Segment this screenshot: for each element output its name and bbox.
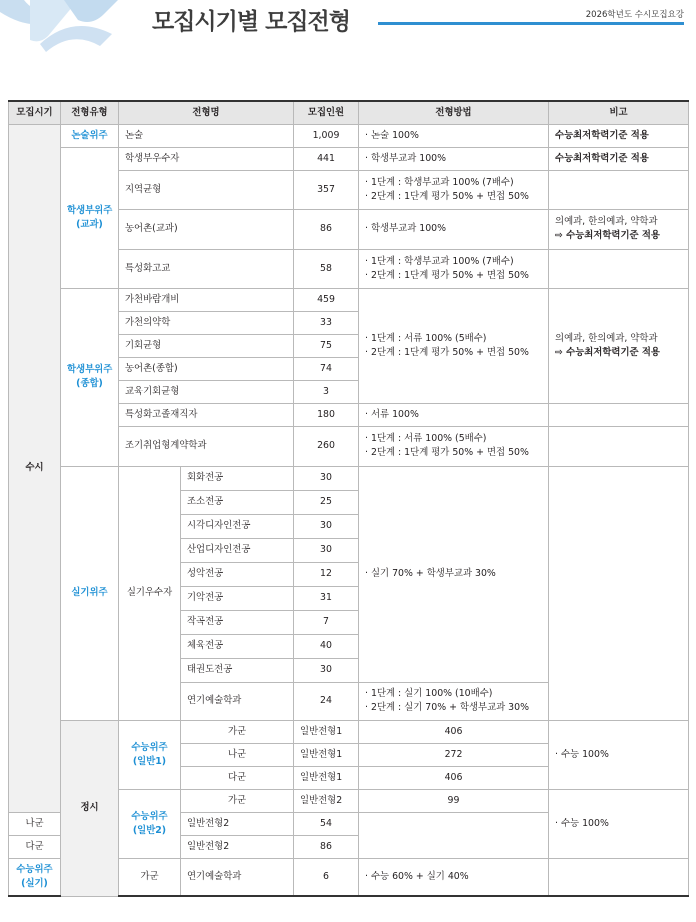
row-count: 25 [294, 490, 359, 514]
row-count: 180 [294, 403, 359, 426]
row-name: 조기취업형계약학과 [119, 426, 294, 466]
table-row [9, 720, 689, 743]
col-header-note: 비고 [549, 101, 689, 124]
row-name: 농어촌(종합) [119, 357, 294, 380]
row-count: 357 [294, 170, 359, 209]
row-count: 86 [294, 835, 359, 858]
group-label: 가군 [181, 789, 294, 812]
row-count: 31 [294, 586, 359, 610]
row-note [549, 170, 689, 209]
row-count: 3 [294, 380, 359, 403]
col-header-period: 모집시기 [9, 101, 61, 124]
row-method: · 1단계 : 서류 100% (5배수) · 2단계 : 1단계 평가 50% + 면접 50% [359, 426, 549, 466]
row-name: 특성화고교 [119, 249, 294, 288]
table-header-row [9, 101, 689, 124]
col-header-name: 전형명 [119, 101, 294, 124]
row-count: 24 [294, 682, 359, 720]
row-count: 30 [294, 538, 359, 562]
type-silgi: 실기위주 [61, 466, 119, 720]
row-count: 406 [359, 720, 549, 743]
row-note [549, 249, 689, 288]
page-title: 모집시기별 모집전형 [152, 9, 350, 35]
row-count: 58 [294, 249, 359, 288]
header-decoration [0, 0, 140, 60]
row-note: 수능최저학력기준 적용 [549, 124, 689, 147]
group-label: 나군 [9, 812, 61, 835]
title-underline [378, 22, 684, 25]
row-count: 459 [294, 288, 359, 311]
row-name: 일반전형2 [181, 835, 294, 858]
group-label: 다군 [9, 835, 61, 858]
row-method: · 학생부교과 100% [359, 147, 549, 170]
group-label: 나군 [181, 743, 294, 766]
row-count: 1,009 [294, 124, 359, 147]
col-header-type: 전형유형 [61, 101, 119, 124]
group-label: 가군 [181, 720, 294, 743]
row-method: · 1단계 : 학생부교과 100% (7배수) · 2단계 : 1단계 평가 50% + 면접 50% [359, 170, 549, 209]
type-suneung2: 수능위주 (일반2) [119, 789, 181, 858]
row-count: 441 [294, 147, 359, 170]
row-method: · 수능 100% [549, 789, 689, 858]
row-note: 의예과, 한의예과, 약학과 ⇨ 수능최저학력기준 적용 [549, 288, 689, 403]
table-row [9, 288, 689, 311]
row-count: 33 [294, 311, 359, 334]
table-row [9, 124, 689, 147]
row-name: 성악전공 [181, 562, 294, 586]
row-name: 조소전공 [181, 490, 294, 514]
row-method: · 수능 100% [549, 720, 689, 789]
row-count: 74 [294, 357, 359, 380]
row-note [549, 403, 689, 426]
row-name: 논술 [119, 124, 294, 147]
brand-swoosh-graphic [0, 0, 140, 60]
row-name: 일반전형1 [294, 766, 359, 789]
row-count: 40 [294, 634, 359, 658]
admission-table [8, 100, 689, 897]
row-count: 54 [294, 812, 359, 835]
row-count: 99 [359, 789, 549, 812]
col-header-method: 전형방법 [359, 101, 549, 124]
row-method: · 학생부교과 100% [359, 209, 549, 249]
row-name: 일반전형1 [294, 720, 359, 743]
row-name: 학생부우수자 [119, 147, 294, 170]
row-name: 태권도전공 [181, 658, 294, 682]
row-count: 260 [294, 426, 359, 466]
period-susi: 수시 [9, 124, 61, 812]
row-name: 체육전공 [181, 634, 294, 658]
row-note [549, 858, 689, 896]
table-row [9, 466, 689, 490]
group-label: 가군 [119, 858, 181, 896]
row-note [549, 426, 689, 466]
row-count: 30 [294, 658, 359, 682]
row-count: 7 [294, 610, 359, 634]
row-name: 연기예술학과 [181, 858, 294, 896]
type-gyogwa: 학생부위주 (교과) [61, 147, 119, 288]
type-jonghap: 학생부위주 (종합) [61, 288, 119, 466]
row-count: 406 [359, 766, 549, 789]
row-count: 75 [294, 334, 359, 357]
row-name: 일반전형2 [294, 789, 359, 812]
type-suneung3: 수능위주 (실기) [9, 858, 61, 896]
row-name: 가천의약학 [119, 311, 294, 334]
table-row [9, 147, 689, 170]
row-count: 6 [294, 858, 359, 896]
row-name: 특성화고졸재직자 [119, 403, 294, 426]
type-nonsul: 논술위주 [61, 124, 119, 147]
row-name: 산업디자인전공 [181, 538, 294, 562]
subgroup-silgi: 실기우수자 [119, 466, 181, 720]
row-count: 86 [294, 209, 359, 249]
row-name: 교육기회균형 [119, 380, 294, 403]
row-method: · 수능 60% + 실기 40% [359, 858, 549, 896]
row-count: 12 [294, 562, 359, 586]
row-name: 시각디자인전공 [181, 514, 294, 538]
row-count: 272 [359, 743, 549, 766]
row-name: 일반전형1 [294, 743, 359, 766]
col-header-count: 모집인원 [294, 101, 359, 124]
row-note [549, 466, 689, 720]
row-method: · 실기 70% + 학생부교과 30% [359, 466, 549, 682]
type-suneung1: 수능위주 (일반1) [119, 720, 181, 789]
row-name: 지역균형 [119, 170, 294, 209]
row-name: 농어촌(교과) [119, 209, 294, 249]
row-note: 수능최저학력기준 적용 [549, 147, 689, 170]
row-name: 일반전형2 [181, 812, 294, 835]
row-name: 작곡전공 [181, 610, 294, 634]
row-name: 가천바람개비 [119, 288, 294, 311]
row-method: · 논술 100% [359, 124, 549, 147]
row-count: 30 [294, 514, 359, 538]
row-count: 30 [294, 466, 359, 490]
row-method: · 1단계 : 실기 100% (10배수) · 2단계 : 실기 70% + 학생부교과 30% [359, 682, 549, 720]
row-method: · 1단계 : 서류 100% (5배수) · 2단계 : 1단계 평가 50% + 면접 50% [359, 288, 549, 403]
group-label: 다군 [181, 766, 294, 789]
period-jeongsi: 정시 [61, 720, 119, 896]
row-note: 의예과, 한의예과, 약학과 ⇨ 수능최저학력기준 적용 [549, 209, 689, 249]
document-label: 2026학년도 수시모집요강 [585, 10, 684, 20]
row-method: · 서류 100% [359, 403, 549, 426]
row-method: · 1단계 : 학생부교과 100% (7배수) · 2단계 : 1단계 평가 50% + 면접 50% [359, 249, 549, 288]
row-name: 연기예술학과 [181, 682, 294, 720]
row-name: 기회균형 [119, 334, 294, 357]
row-name: 회화전공 [181, 466, 294, 490]
row-name: 기악전공 [181, 586, 294, 610]
